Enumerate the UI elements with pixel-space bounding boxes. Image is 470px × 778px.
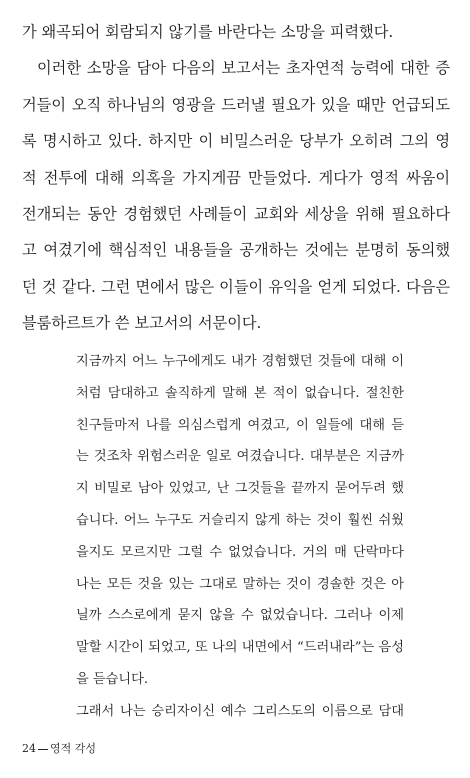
footer-separator (38, 749, 48, 750)
body-line: 록 명시하고 있다. 하지만 이 비밀스러운 당부가 오히려 그의 영 (22, 132, 450, 151)
body-line: 고 여겼기에 핵심적인 내용들을 공개하는 것에는 분명히 동의했 (22, 241, 450, 260)
quote-line: 을지도 모르지만 그럴 수 없었습니다. 거의 매 단락마다 (76, 544, 404, 560)
quote-line: 처럼 담대하고 솔직하게 말해 본 적이 없습니다. 절친한 (76, 385, 404, 401)
body-line: 가 왜곡되어 회람되지 않기를 바란다는 소망을 피력했다. (22, 23, 394, 41)
body-line: 던 것 같다. 그런 면에서 많은 이들이 유익을 얻게 되었다. 다음은 (22, 277, 450, 296)
page-number: 24 (22, 742, 36, 755)
block-quote (76, 346, 404, 728)
quote-line: 닐까 스스로에게 묻지 않을 수 없었습니다. 그러나 이제 (76, 608, 404, 624)
quote-line: 습니다. 어느 누구도 거슬리지 않게 하는 것이 훨씬 쉬웠 (76, 512, 404, 528)
body-line: 이러한 소망을 담아 다음의 보고서는 초자연적 능력에 대한 증 (37, 59, 450, 78)
quote-line: 나는 모든 것을 있는 그대로 말하는 것이 경솔한 것은 아 (76, 576, 404, 592)
body-line: 적 전투에 대해 의혹을 가지게끔 만들었다. 게다가 영적 싸움이 (22, 168, 450, 187)
quote-line: 는 것조차 위험스러운 일로 여겼습니다. 대부분은 지금까 (76, 449, 404, 465)
book-title: 영적 각성 (50, 742, 97, 755)
quote-line: 지 비밀로 남아 있었고, 난 그것들을 끝까지 묻어두려 했 (76, 481, 404, 497)
body-line: 거들이 오직 하나님의 영광을 드러낼 필요가 있을 때만 언급되도 (22, 95, 450, 114)
quote-line: 친구들마저 나를 의심스럽게 여겼고, 이 일들에 대해 듣 (76, 417, 404, 433)
quote-line: 을 듣습니다. (76, 671, 149, 687)
body-paragraph (22, 14, 450, 342)
quote-line: 말할 시간이 되었고, 또 나의 내면에서 “드러내라”는 음성 (76, 640, 404, 656)
body-line: 전개되는 동안 경험했던 사례들이 교회와 세상을 위해 필요하다 (22, 204, 450, 223)
quote-line: 그래서 나는 승리자이신 예수 그리스도의 이름으로 담대 (76, 703, 404, 719)
page-footer (22, 740, 96, 756)
quote-line: 지금까지 어느 누구에게도 내가 경험했던 것들에 대해 이 (76, 354, 404, 369)
body-line: 블룸하르트가 쓴 보고서의 서문이다. (22, 314, 262, 333)
